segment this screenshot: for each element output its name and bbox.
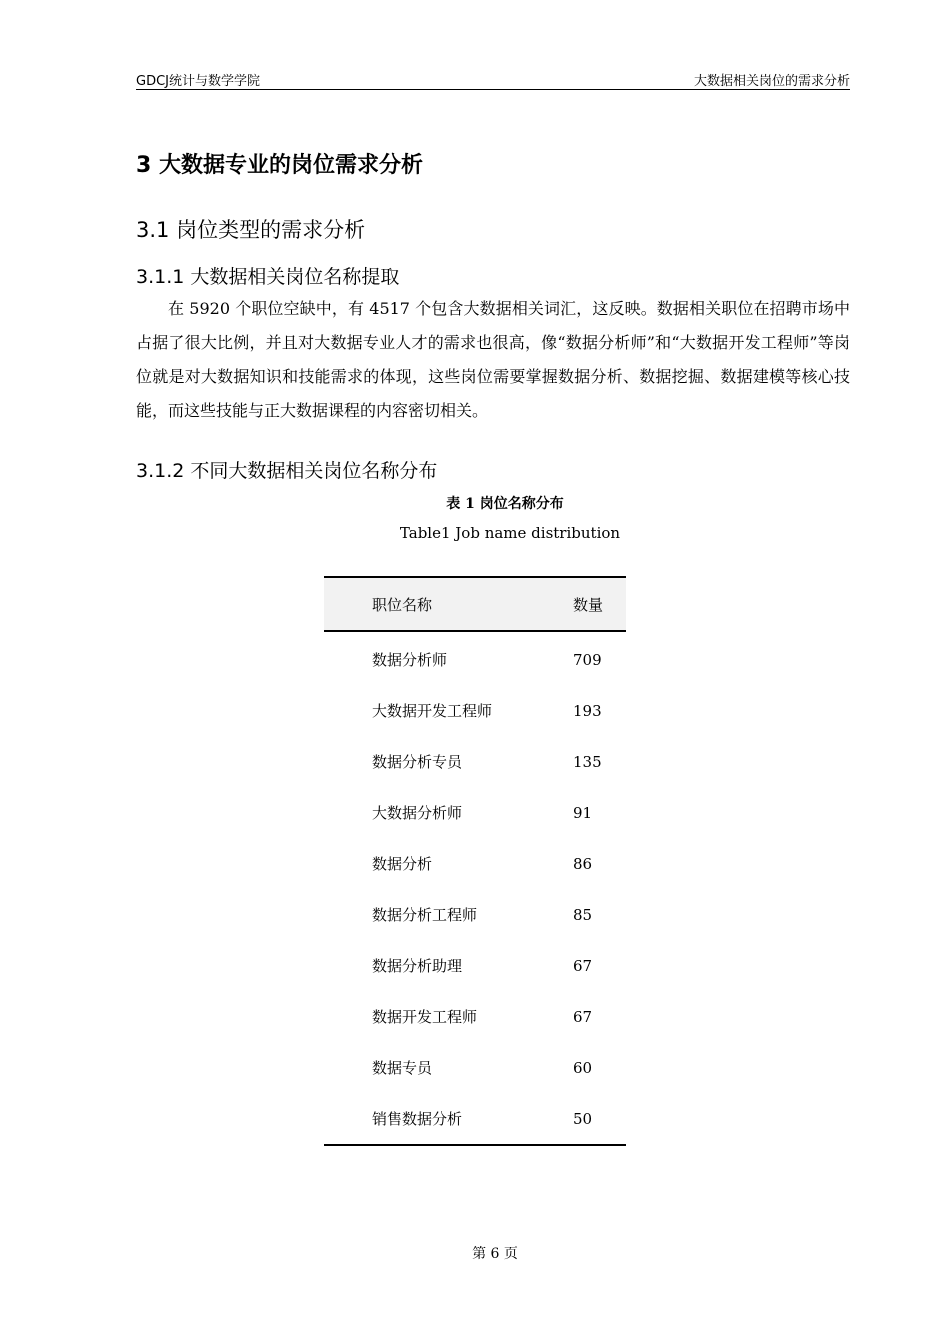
job-name-cell: 大数据分析师	[372, 804, 463, 822]
table-body	[324, 634, 626, 1144]
chapter-heading: 3 大数据专业的岗位需求分析	[136, 153, 423, 178]
count-cell: 91	[573, 803, 593, 822]
body-paragraph: 在 5920 个职位空缺中，有 4517 个包含大数据相关词汇，这反映。数据相关职位在招聘市场中占据了很大比例，并且对大数据专业人才的需求也很高，像“数据分析师”和“大数据开发工程师”等岗位就是对大数据知识和技能需求的体现，这些岗位需要掌握数据分析、数据挖掘、数据建模等核心技能，而这些技能与正大数据课程的内容密切相关。	[136, 299, 850, 420]
section-heading: 3.1 岗位类型的需求分析	[136, 218, 366, 242]
count-cell: 67	[573, 1007, 593, 1026]
job-name-table	[324, 576, 626, 1146]
job-name-cell: 数据分析师	[372, 651, 448, 669]
table-row	[324, 736, 626, 787]
count-cell: 67	[573, 956, 593, 975]
table-caption-cn: 表 1 岗位名称分布	[446, 496, 564, 512]
header-left: GDCJ统计与数学学院	[136, 74, 260, 89]
header-right: 大数据相关岗位的需求分析	[693, 74, 850, 89]
table-row	[324, 991, 626, 1042]
count-cell: 50	[573, 1109, 593, 1128]
table-row	[324, 889, 626, 940]
header-divider	[136, 89, 850, 90]
subsection-heading-1: 3.1.1 大数据相关岗位名称提取	[136, 266, 400, 288]
subsection-heading-2: 3.1.2 不同大数据相关岗位名称分布	[136, 460, 438, 482]
job-name-cell: 数据分析助理	[372, 957, 463, 975]
job-name-cell: 数据分析工程师	[372, 906, 478, 924]
table-row	[324, 1042, 626, 1093]
count-cell: 60	[573, 1058, 593, 1077]
count-cell: 85	[573, 905, 593, 924]
job-name-cell: 数据开发工程师	[372, 1008, 478, 1026]
count-cell: 86	[573, 854, 593, 873]
job-name-cell: 数据分析专员	[372, 753, 463, 771]
table-caption-en: Table1 Job name distribution	[399, 524, 621, 542]
job-name-cell: 数据分析	[372, 855, 433, 873]
job-name-cell: 大数据开发工程师	[372, 702, 493, 720]
table-row	[324, 634, 626, 685]
table-row	[324, 685, 626, 736]
header-count: 数量	[573, 595, 604, 614]
page-number: 第 6 页	[472, 1246, 518, 1262]
table-row	[324, 838, 626, 889]
count-cell: 709	[573, 650, 602, 669]
job-name-cell: 数据专员	[372, 1059, 433, 1077]
table-row	[324, 1093, 626, 1144]
count-cell: 193	[573, 701, 602, 720]
count-cell: 135	[573, 752, 602, 771]
table-row	[324, 787, 626, 838]
job-name-cell: 销售数据分析	[372, 1110, 463, 1128]
header-job-name: 职位名称	[372, 595, 433, 614]
table-header-row	[324, 578, 626, 632]
table-row	[324, 940, 626, 991]
